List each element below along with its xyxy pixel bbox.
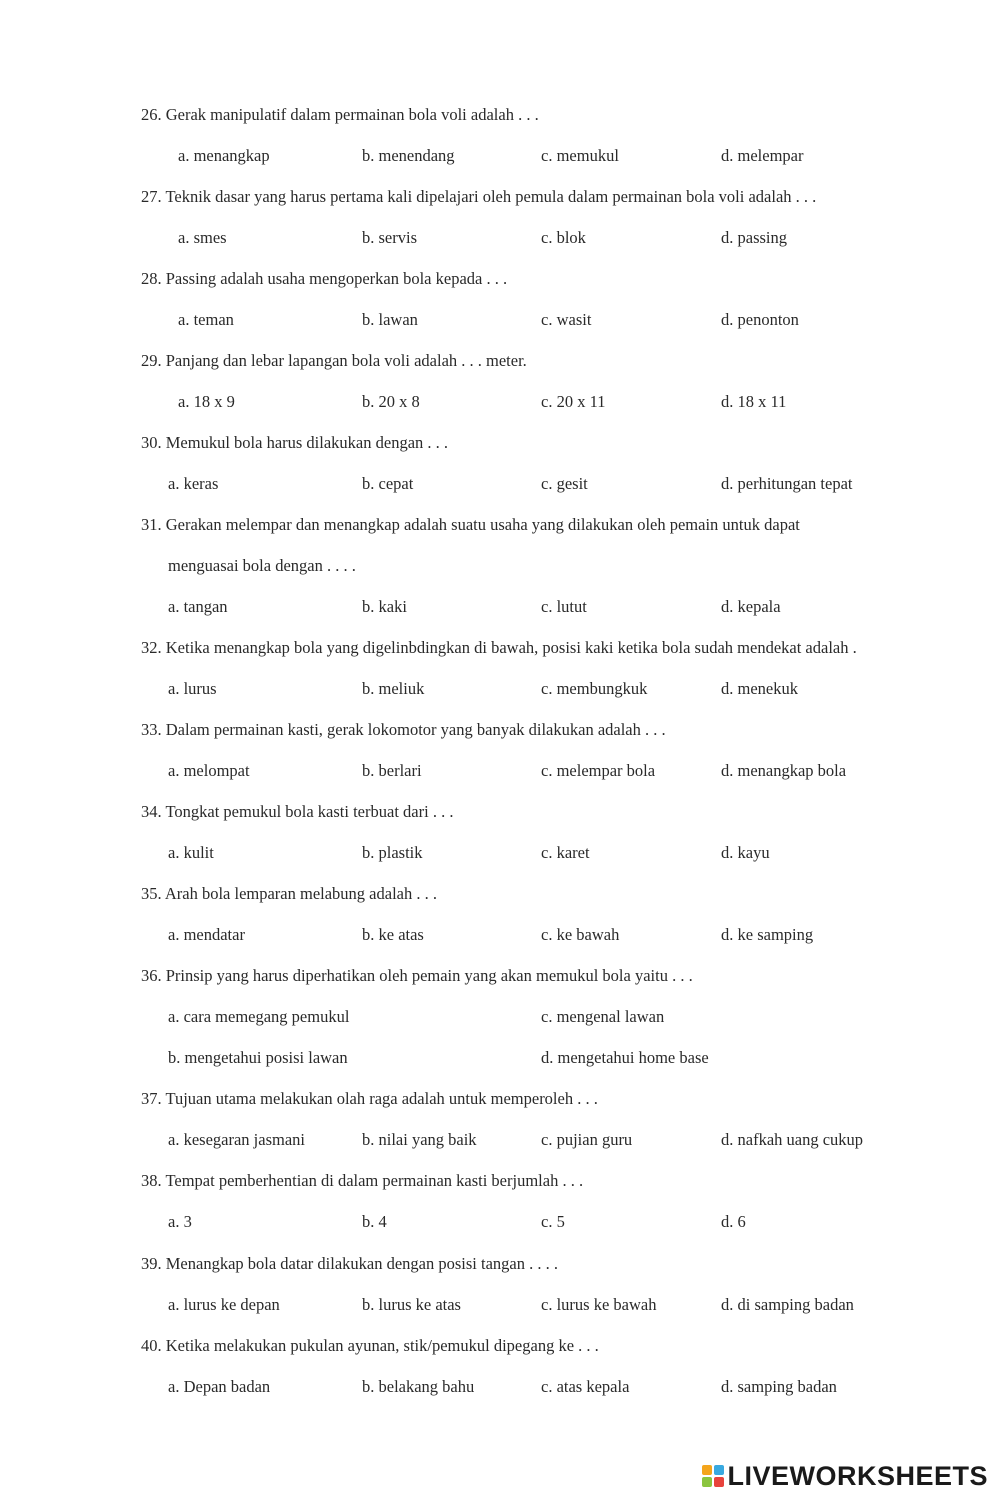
q38-option-c[interactable]: c. 5 xyxy=(541,1212,565,1231)
q35-option-a[interactable]: a. mendatar xyxy=(168,925,245,944)
q40-option-d[interactable]: d. samping badan xyxy=(721,1377,837,1396)
q34-option-c[interactable]: c. karet xyxy=(541,843,590,862)
question-40: 40. Ketika melakukan pukulan ayunan, stik/pemukul dipegang ke . . . xyxy=(141,1336,599,1355)
question-33: 33. Dalam permainan kasti, gerak lokomotor yang banyak dilakukan adalah . . . xyxy=(141,720,666,739)
question-38: 38. Tempat pemberhentian di dalam permainan kasti berjumlah . . . xyxy=(141,1171,584,1190)
q34-option-a[interactable]: a. kulit xyxy=(168,843,214,862)
q36-option-a[interactable]: a. cara memegang pemukul xyxy=(168,1007,350,1026)
q38-option-b[interactable]: b. 4 xyxy=(362,1212,387,1231)
q37-option-a[interactable]: a. kesegaran jasmani xyxy=(168,1130,305,1149)
logo-square-4 xyxy=(714,1477,724,1487)
q35-option-c[interactable]: c. ke bawah xyxy=(541,925,620,944)
q33-option-b[interactable]: b. berlari xyxy=(362,761,422,780)
q31-option-d[interactable]: d. kepala xyxy=(721,597,781,616)
q28-option-d[interactable]: d. penonton xyxy=(721,310,799,329)
q29-option-a[interactable]: a. 18 x 9 xyxy=(178,392,235,411)
q29-option-d[interactable]: d. 18 x 11 xyxy=(721,392,787,411)
q38-option-d[interactable]: d. 6 xyxy=(721,1212,746,1231)
q34-option-b[interactable]: b. plastik xyxy=(362,843,423,862)
q37-option-b[interactable]: b. nilai yang baik xyxy=(362,1130,477,1149)
question-31: 31. Gerakan melempar dan menangkap adalah suatu usaha yang dilakukan oleh pemain untuk dapat xyxy=(141,515,800,534)
question-31-continued: menguasai bola dengan . . . . xyxy=(168,556,356,575)
question-32: 32. Ketika menangkap bola yang digelinbdingkan di bawah, posisi kaki ketika bola sudah mendekat adalah . xyxy=(141,638,857,657)
q30-option-c[interactable]: c. gesit xyxy=(541,474,588,493)
q40-option-c[interactable]: c. atas kepala xyxy=(541,1377,630,1396)
q39-option-a[interactable]: a. lurus ke depan xyxy=(168,1295,280,1314)
q37-option-d[interactable]: d. nafkah uang cukup xyxy=(721,1130,864,1149)
q26-option-b[interactable]: b. menendang xyxy=(362,146,455,165)
question-36: 36. Prinsip yang harus diperhatikan oleh pemain yang akan memukul bola yaitu . . . xyxy=(141,966,693,985)
q35-option-b[interactable]: b. ke atas xyxy=(362,925,424,944)
q39-option-b[interactable]: b. lurus ke atas xyxy=(362,1295,461,1314)
q38-option-a[interactable]: a. 3 xyxy=(168,1212,192,1231)
q29-option-b[interactable]: b. 20 x 8 xyxy=(362,392,420,411)
question-30: 30. Memukul bola harus dilakukan dengan . . . xyxy=(141,433,449,452)
q40-option-b[interactable]: b. belakang bahu xyxy=(362,1377,475,1396)
q31-option-b[interactable]: b. kaki xyxy=(362,597,407,616)
q33-option-c[interactable]: c. melempar bola xyxy=(541,761,656,780)
logo-square-2 xyxy=(714,1465,724,1475)
q27-option-b[interactable]: b. servis xyxy=(362,228,417,247)
q28-option-c[interactable]: c. wasit xyxy=(541,310,592,329)
q32-option-b[interactable]: b. meliuk xyxy=(362,679,425,698)
liveworksheets-logo-icon xyxy=(702,1465,724,1487)
logo-square-3 xyxy=(702,1477,712,1487)
question-34: 34. Tongkat pemukul bola kasti terbuat dari . . . xyxy=(141,802,454,821)
question-39: 39. Menangkap bola datar dilakukan dengan posisi tangan . . . . xyxy=(141,1254,558,1273)
q39-option-c[interactable]: c. lurus ke bawah xyxy=(541,1295,657,1314)
liveworksheets-logo-text: LIVEWORKSHEETS xyxy=(727,1461,988,1491)
question-37: 37. Tujuan utama melakukan olah raga adalah untuk memperoleh . . . xyxy=(141,1089,598,1108)
question-29: 29. Panjang dan lebar lapangan bola voli adalah . . . meter. xyxy=(141,351,527,370)
q34-option-d[interactable]: d. kayu xyxy=(721,843,770,862)
q27-option-a[interactable]: a. smes xyxy=(178,228,227,247)
q26-option-d[interactable]: d. melempar xyxy=(721,146,804,165)
q39-option-d[interactable]: d. di samping badan xyxy=(721,1295,854,1314)
q29-option-c[interactable]: c. 20 x 11 xyxy=(541,392,606,411)
q30-option-a[interactable]: a. keras xyxy=(168,474,219,493)
q26-option-c[interactable]: c. memukul xyxy=(541,146,619,165)
q37-option-c[interactable]: c. pujian guru xyxy=(541,1130,633,1149)
q36-option-c[interactable]: c. mengenal lawan xyxy=(541,1007,665,1026)
logo-square-1 xyxy=(702,1465,712,1475)
q36-option-b[interactable]: b. mengetahui posisi lawan xyxy=(168,1048,348,1067)
q30-option-d[interactable]: d. perhitungan tepat xyxy=(721,474,853,493)
q35-option-d[interactable]: d. ke samping xyxy=(721,925,814,944)
q32-option-d[interactable]: d. menekuk xyxy=(721,679,798,698)
question-26: 26. Gerak manipulatif dalam permainan bola voli adalah . . . xyxy=(141,105,539,124)
q28-option-a[interactable]: a. teman xyxy=(178,310,234,329)
q31-option-a[interactable]: a. tangan xyxy=(168,597,228,616)
q32-option-c[interactable]: c. membungkuk xyxy=(541,679,648,698)
q33-option-a[interactable]: a. melompat xyxy=(168,761,250,780)
q32-option-a[interactable]: a. lurus xyxy=(168,679,217,698)
q40-option-a[interactable]: a. Depan badan xyxy=(168,1377,271,1396)
q27-option-d[interactable]: d. passing xyxy=(721,228,787,247)
q33-option-d[interactable]: d. menangkap bola xyxy=(721,761,847,780)
q28-option-b[interactable]: b. lawan xyxy=(362,310,418,329)
liveworksheets-logo xyxy=(702,1459,988,1493)
q31-option-c[interactable]: c. lutut xyxy=(541,597,587,616)
question-27: 27. Teknik dasar yang harus pertama kali dipelajari oleh pemula dalam permainan bola voli adalah . . . xyxy=(141,187,817,206)
q26-option-a[interactable]: a. menangkap xyxy=(178,146,270,165)
q36-option-d[interactable]: d. mengetahui home base xyxy=(541,1048,709,1067)
question-35: 35. Arah bola lemparan melabung adalah . . . xyxy=(141,884,437,903)
q30-option-b[interactable]: b. cepat xyxy=(362,474,414,493)
q27-option-c[interactable]: c. blok xyxy=(541,228,586,247)
question-28: 28. Passing adalah usaha mengoperkan bola kepada . . . xyxy=(141,269,508,288)
